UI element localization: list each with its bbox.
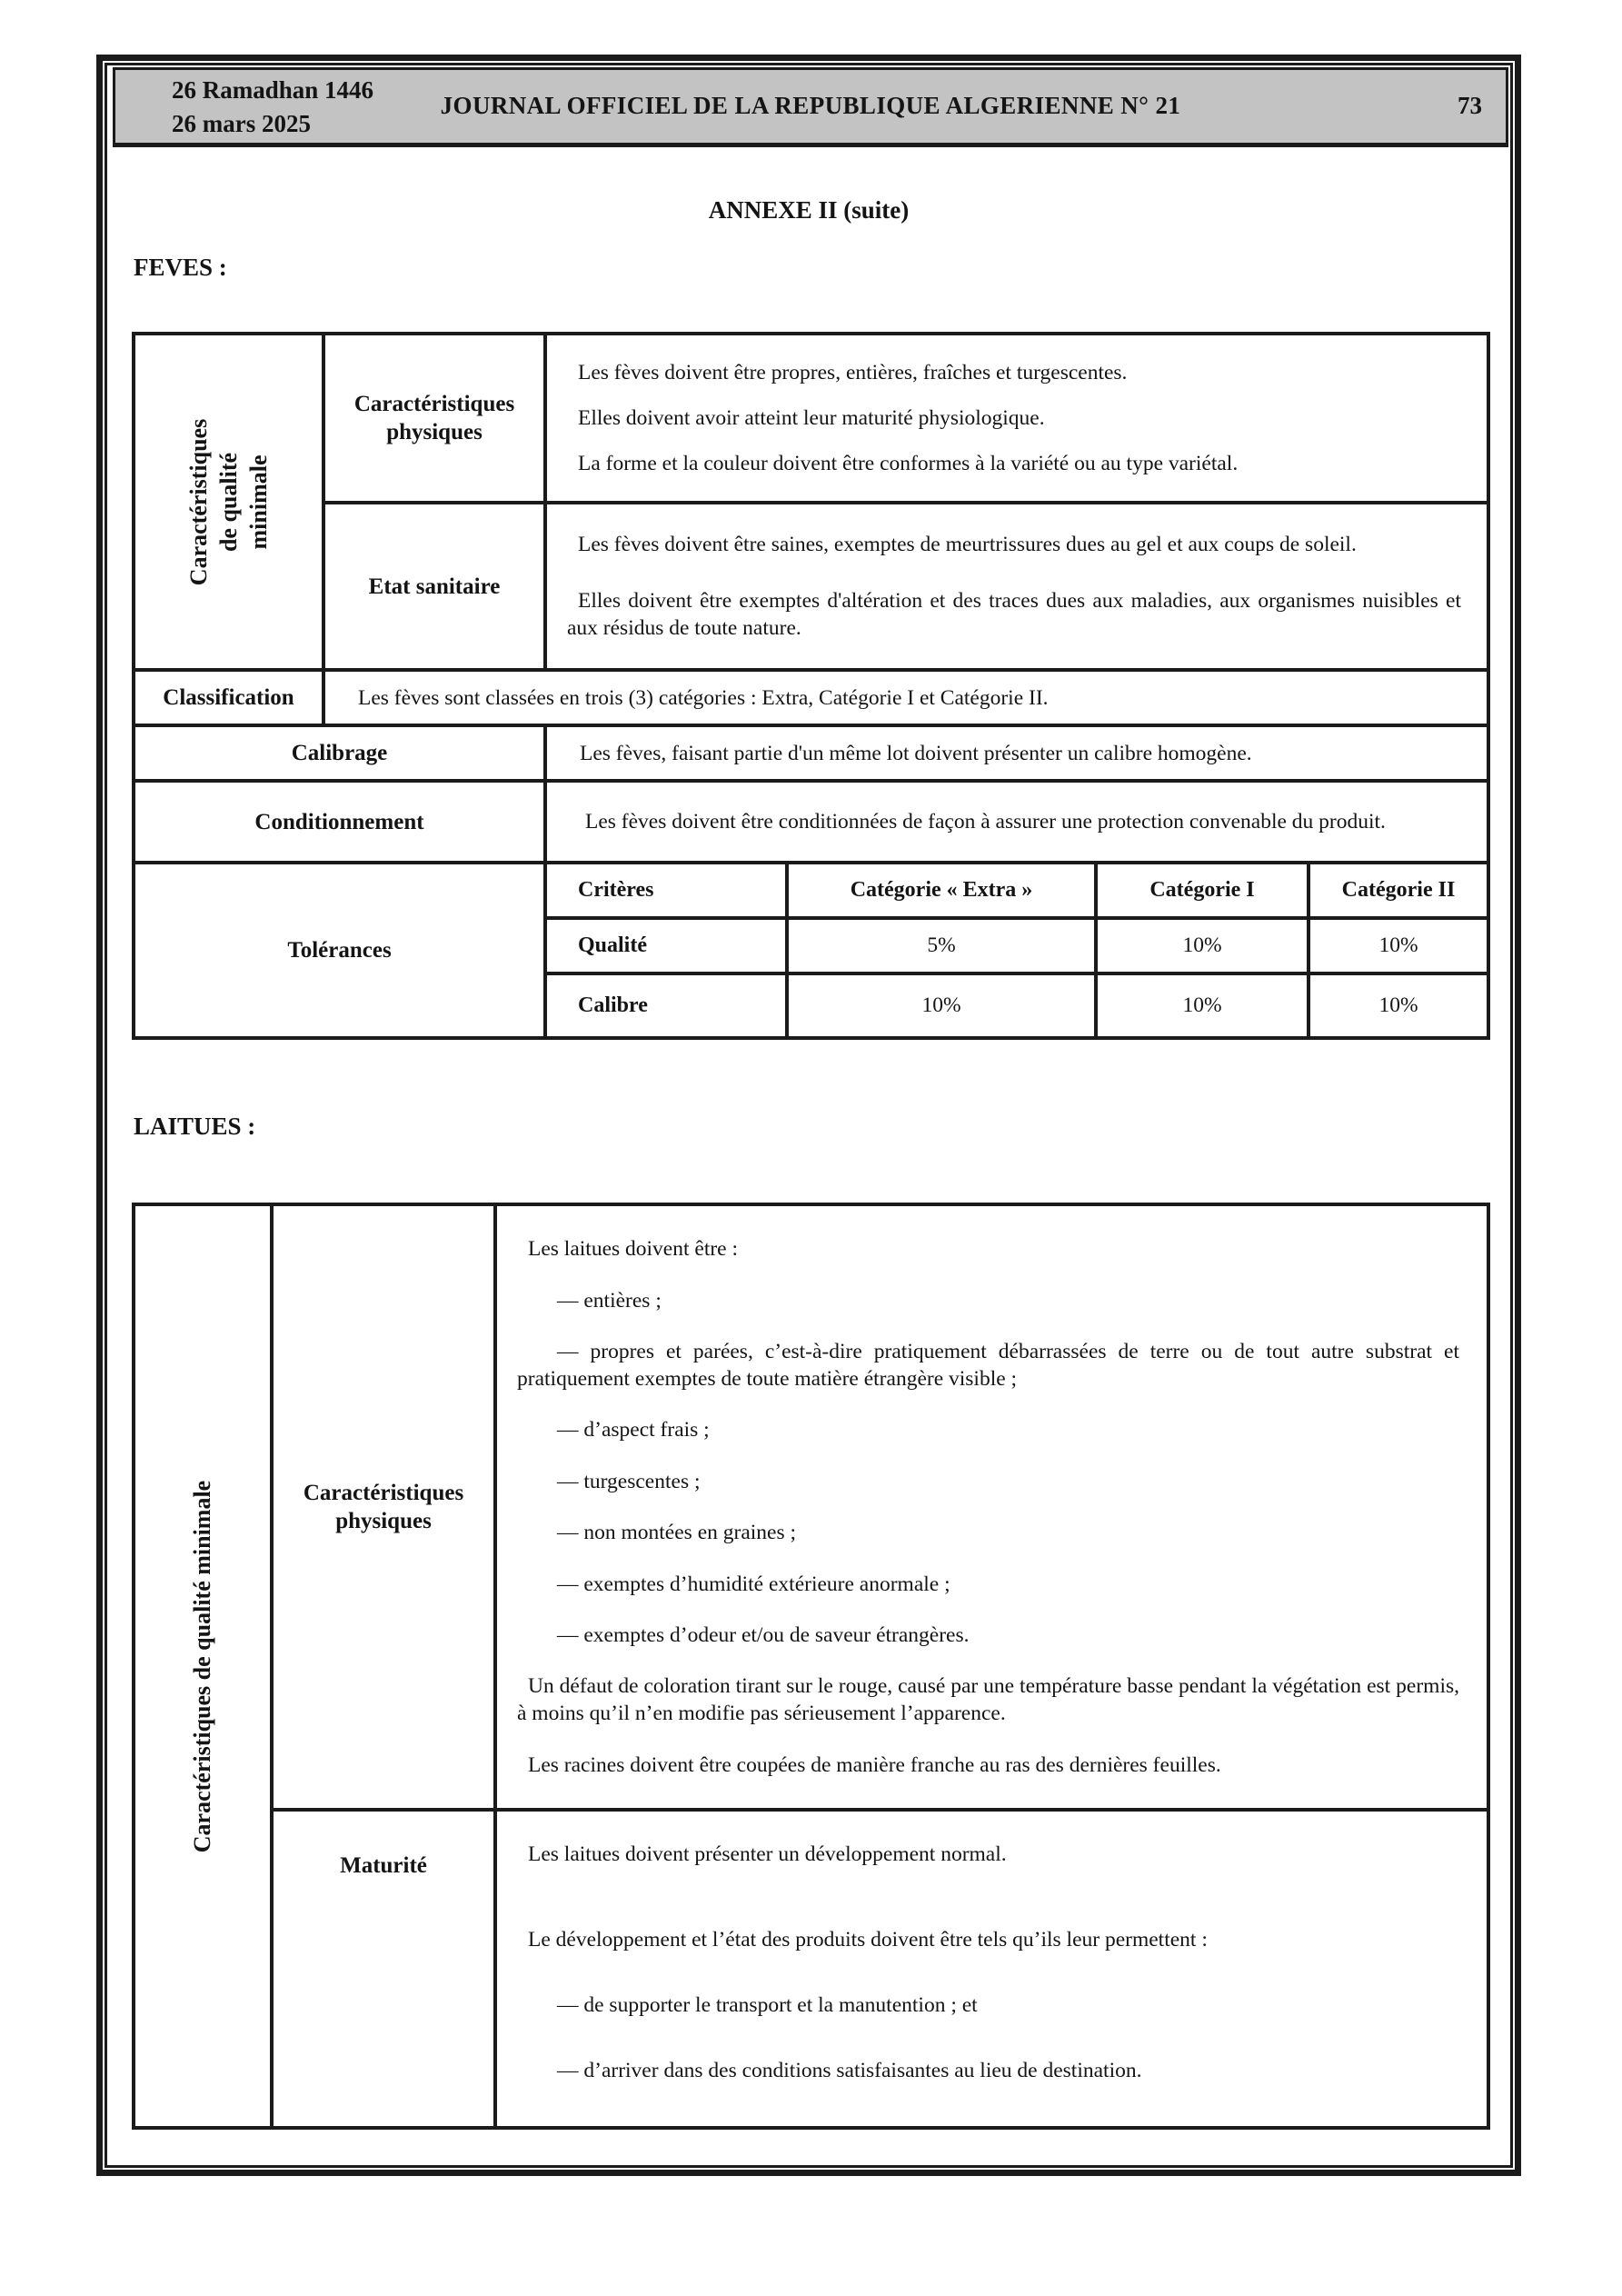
laitues-physiques-label: Caractéristiques physiques [274,1206,493,1808]
tolerances-qualite-cat1: 10% [1098,920,1307,972]
paragraph: Elles doivent avoir atteint leur maturité physiologique. [578,406,1045,430]
tolerances-col-extra: Catégorie « Extra » [789,864,1094,916]
list-item: — propres et parées, c’est-à-dire pratiquement débarrassées de terre ou de tout autre substrat et pratiquement exemptes de toute matière étrangère visible ; [517,1340,1459,1392]
feves-classification-label: Classification [135,672,322,724]
list-item: — d’aspect frais ; [557,1418,710,1442]
laitues-vertical-label: Caractéristiques de qualité minimale [189,1480,216,1852]
paragraph: Le développement et l’état des produits doivent être tels qu’ils leur permettent : [528,1928,1208,1952]
date-hijri: 26 Ramadhan 1446 [172,76,374,104]
feves-classification-content: Les fèves sont classées en trois (3) catégories : Extra, Catégorie I et Catégorie II. [325,672,1487,724]
paragraph: Les fèves doivent être conditionnées de façon à assurer une protection convenable du produit. [585,810,1386,834]
list-item: — exemptes d’humidité extérieure anormale ; [557,1572,950,1596]
paragraph: Les laitues doivent présenter un développement normal. [528,1842,1007,1866]
tolerances-qualite-cat2: 10% [1310,920,1487,972]
feves-sanitaire-label: Etat sanitaire [325,504,543,668]
feves-calibrage-content: Les fèves, faisant partie d'un même lot doivent présenter un calibre homogène. [547,727,1487,779]
list-item: — d’arriver dans des conditions satisfaisantes au lieu de destination. [557,2059,1142,2082]
list-item: — non montées en graines ; [557,1521,797,1545]
tolerances-row-calibre-label: Calibre [547,975,785,1036]
tolerances-calibre-cat2: 10% [1310,975,1487,1036]
feves-vertical-label: Caractéristiques de qualité minimale [185,418,272,585]
paragraph: La forme et la couleur doivent être conformes à la variété ou au type variétal. [578,452,1239,475]
laitues-vertical-label-cell [135,1206,270,2126]
feves-conditionnement-content [547,783,1487,861]
tolerances-qualite-extra: 5% [789,920,1094,972]
feves-tolerances-label: Tolérances [135,864,543,1036]
paragraph: Les fèves doivent être saines, exemptes de meurtrissures dues au gel et aux coups de soleil. [578,533,1357,556]
laitues-maturite-label: Maturité [274,1812,493,2126]
list-item: — entières ; [557,1288,662,1313]
paragraph: Elles doivent être exemptes d'altération et des traces dues aux maladies, aux organismes nuisibles et aux résidus de toute nature. [567,589,1461,640]
feves-table [132,332,1490,1040]
feves-calibrage-label: Calibrage [135,727,543,779]
tolerances-col-cat2: Catégorie II [1310,864,1487,916]
tolerances-calibre-cat1: 10% [1098,975,1307,1036]
laitues-maturite-content [497,1812,1487,2126]
laitues-heading: LAITUES : [134,1113,256,1140]
feves-conditionnement-label: Conditionnement [135,783,543,861]
journal-title: JOURNAL OFFICIEL DE LA REPUBLIQUE ALGERIENNE N° 21 [440,92,1181,119]
tolerances-col-cat1: Catégorie I [1098,864,1307,916]
feves-physiques-label: Caractéristiques physiques [325,335,543,501]
list-item: — exemptes d’odeur et/ou de saveur étrangères. [557,1622,970,1647]
laitues-table [132,1203,1490,2130]
annexe-title: ANNEXE II (suite) [708,196,910,224]
feves-sanitaire-content [547,504,1487,668]
list-item: — de supporter le transport et la manutention ; et [557,1993,978,2017]
date-gregorian: 26 mars 2025 [172,110,311,137]
list-item: — turgescentes ; [557,1469,701,1493]
paragraph: Les racines doivent être coupées de manière franche au ras des dernières feuilles. [528,1752,1221,1777]
intro-line: Les laitues doivent être : [528,1237,739,1262]
tolerances-calibre-extra: 10% [789,975,1094,1036]
tolerances-row-qualite-label: Qualité [547,920,785,972]
feves-heading: FEVES : [134,254,227,281]
paragraph: Un défaut de coloration tirant sur le rouge, causé par une température basse pendant la végétation est permis, à moins qu’il n’en modifie pas sérieusement l’apparence. [517,1674,1459,1726]
feves-vertical-label-cell [135,335,322,668]
paragraph: Les fèves doivent être propres, entières, fraîches et turgescentes. [578,361,1128,384]
page-header [113,67,1508,147]
tolerances-col-criteres: Critères [547,864,785,916]
feves-physiques-content [547,335,1487,501]
page-number: 73 [1458,92,1482,119]
laitues-physiques-content [497,1206,1487,1808]
